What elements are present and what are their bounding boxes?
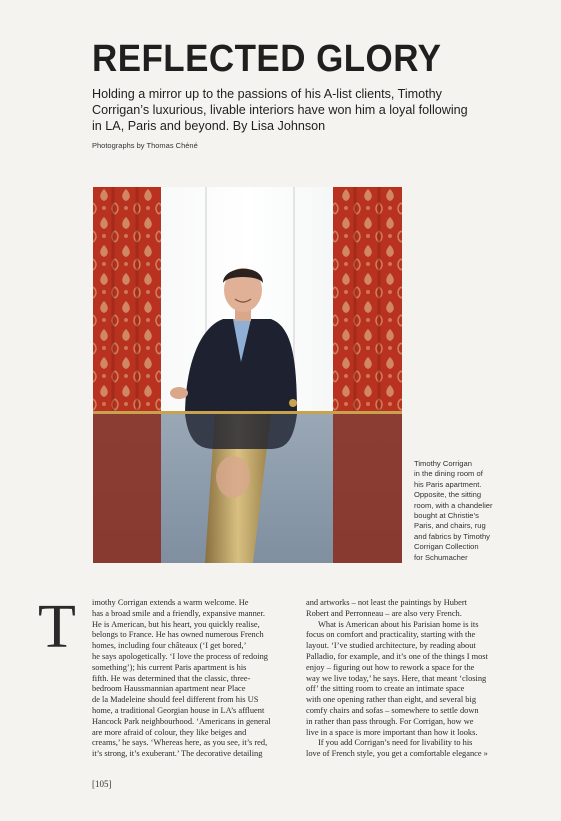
body-line: Hancock Park neighbourhood. ‘Americans in general	[92, 716, 271, 726]
body-line: imothy Corrigan extends a warm welcome. He	[92, 598, 249, 607]
caption-line: Corrigan Collection	[414, 542, 479, 552]
body-line: Robert and Perronneau – are also very French.	[306, 608, 462, 618]
caption-line: in the dining room of	[414, 469, 483, 479]
body-line: love of French style, you get a comfortable elegance »	[306, 749, 488, 759]
caption-line: Timothy Corrigan	[414, 459, 472, 468]
caption-line: bought at Christie’s	[414, 511, 479, 521]
body-line: layout. ‘I’ve studied architecture, by reading about	[306, 641, 476, 651]
caption-line: for Schumacher	[414, 552, 468, 562]
body-line: homes, including four châteaux (‘I get bored,’	[92, 641, 247, 651]
body-line: home, a traditional Georgian house in LA’s affluent	[92, 705, 265, 715]
body-line: has a broad smile and a friendly, expansive manner.	[92, 608, 265, 618]
body-line: he says apologetically. ‘I love the process of redoing	[92, 651, 268, 661]
body-line: and artworks – not least the paintings by Hubert	[306, 598, 467, 607]
photo-credit: Photographs by Thomas Chéné	[92, 141, 198, 150]
caption-line: Paris, and chairs, rug	[414, 521, 486, 531]
body-line: creams,’ he says. ‘Whereas here, as you see, it’s red,	[92, 738, 268, 748]
body-column-1	[92, 598, 295, 760]
body-line: comfy chairs and sofas – somewhere to settle down	[306, 705, 479, 715]
body-line: in rather than pass through. For Corrigan, how we	[306, 716, 474, 726]
page-number: [105]	[92, 779, 112, 789]
caption-line: Opposite, the sitting	[414, 490, 482, 500]
body-column-2	[306, 598, 508, 760]
body-line: If you add Corrigan’s need for livability to his	[318, 738, 473, 748]
caption-line: room, with a chandelier	[414, 500, 493, 510]
dining-room-photo	[93, 187, 402, 563]
body-line: off’ the sitting room to create an intimate space	[306, 684, 465, 694]
body-line: Palladio, for example, and it’s one of the things I most	[306, 651, 488, 661]
drop-cap: T	[38, 593, 76, 661]
body-line: fifth. He was determined that the classic, three-	[92, 673, 251, 683]
body-line: way we live today,’ he says. Here, that meant ‘closing	[306, 673, 487, 683]
photo-caption	[414, 459, 506, 563]
body-line: are more afraid of colour, they like beiges and	[92, 727, 247, 737]
caption-line: his Paris apartment.	[414, 479, 482, 489]
body-line: it’s strong, it’s exuberant.’ The decorative detailing	[92, 749, 263, 759]
body-line: enjoy – figuring out how to rework a space for the	[306, 662, 475, 672]
article-title: REFLECTED GLORY	[92, 38, 442, 80]
body-line: He is American, but his heart, you quickly realise,	[92, 619, 260, 629]
body-line: something’); his current Paris apartment is his	[92, 662, 247, 672]
body-line: with one opening rather than eight, and several big	[306, 695, 477, 705]
body-line: What is American about his Parisian home is its	[318, 619, 479, 629]
standfirst: Holding a mirror up to the passions of his A-list clients, Timothy Corrigan’s luxurious, livable interiors have won him a loyal following in LA, Paris and beyond. By Lisa Johnson	[92, 87, 468, 133]
body-line: de la Madeleine should feel different from his US	[92, 695, 259, 705]
body-line: live in a space is more important than how it looks.	[306, 727, 478, 737]
caption-line: and fabrics by Timothy	[414, 531, 490, 541]
body-line: bedroom Haussmannian apartment near Place	[92, 684, 246, 694]
body-line: focus on comfort and practicality, starting with the	[306, 630, 476, 640]
body-line: belongs to France. He has owned numerous French	[92, 630, 264, 640]
